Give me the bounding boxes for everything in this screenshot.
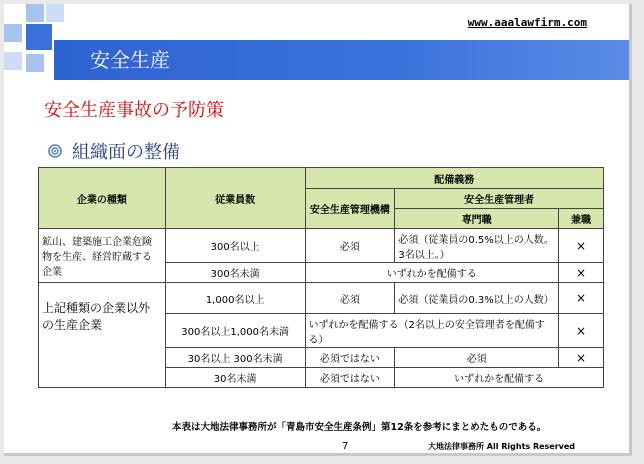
dept-cell: 必須ではない	[305, 368, 395, 388]
spiral-bullet-icon	[48, 144, 62, 158]
span-cell: いずれかを配備する（2名以上の安全管理者を配備する）	[305, 314, 559, 348]
copyright: 大地法律事務所 All Rights Reserved	[428, 442, 576, 451]
dept-cell: 必須	[305, 283, 395, 314]
decor-square	[4, 24, 22, 42]
header-full-time: 専門職	[395, 209, 559, 229]
span-cell: いずれかを配備する	[305, 263, 559, 283]
slide-title: 安全生産	[90, 48, 170, 72]
company-group-2: 上記種類の企業以外の生産企業	[39, 283, 166, 388]
decor-square	[46, 4, 64, 22]
parttime-cell: ×	[559, 348, 604, 368]
section-heading: 安全生産事故の予防策	[44, 100, 224, 121]
parttime-cell: ×	[559, 263, 604, 283]
company-group-1: 鉱山、建築施工企業危険物を生産、経営貯蔵する企業	[39, 229, 166, 283]
dept-cell: 必須ではない	[305, 348, 395, 368]
parttime-cell: ×	[559, 314, 604, 348]
employees-cell: 300名以上	[165, 229, 305, 263]
header-employees: 従業員数	[165, 168, 305, 229]
decor-square	[26, 24, 52, 50]
table-row	[39, 229, 604, 263]
subheading	[48, 138, 180, 164]
decor-square	[4, 52, 22, 70]
employees-cell: 300名未満	[165, 263, 305, 283]
staffing-table	[38, 167, 604, 388]
parttime-cell: ×	[559, 229, 604, 263]
footnote: 本表は大地法律事務所が「青島市安全生産条例」第12条を参考にまとめたものである。	[172, 422, 547, 433]
fulltime-cell: 必須（従業員の0.3%以上の人数）	[395, 283, 559, 314]
employees-cell: 1,000名以上	[165, 283, 305, 314]
employees-cell: 30名未満	[165, 368, 305, 388]
subheading-text: 組織面の整備	[72, 142, 180, 163]
fulltime-cell: 必須	[395, 348, 559, 368]
decor-square	[26, 54, 44, 72]
employees-cell: 300名以上1,000名未満	[165, 314, 305, 348]
slide	[4, 4, 632, 456]
header-staffing: 配備義務	[305, 168, 603, 189]
fulltime-cell: 必須（従業員の0.5%以上の人数。3名以上。）	[395, 229, 559, 263]
website-url[interactable]: www.aaalawfirm.com	[467, 16, 587, 29]
header-safety-manager: 安全生産管理者	[395, 189, 604, 209]
header-part-time: 兼職	[559, 209, 604, 229]
parttime-cell: ×	[559, 283, 604, 314]
employees-cell: 30名以上 300名未満	[165, 348, 305, 368]
dept-cell: 必須	[305, 229, 395, 263]
page-number: 7	[342, 441, 349, 452]
header-company-type: 企業の種類	[39, 168, 166, 229]
header-safety-dept: 安全生産管理機構	[305, 189, 395, 229]
table-row	[39, 283, 604, 314]
decor-square	[26, 4, 44, 22]
span-cell: いずれかを配備する	[395, 368, 604, 388]
